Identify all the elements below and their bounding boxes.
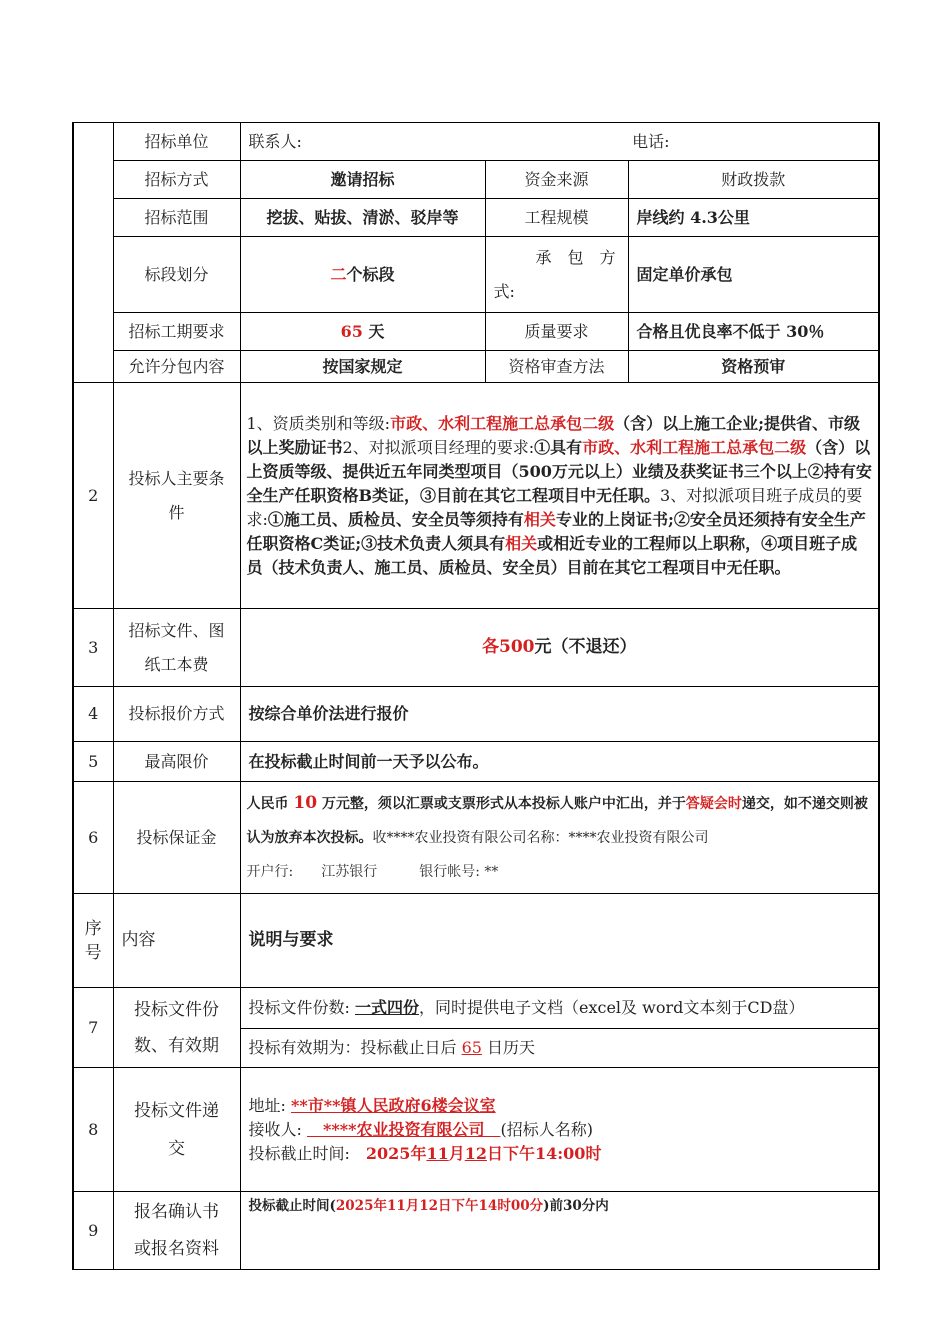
document-fee-label-line1: 招标文件、图 [128, 620, 225, 640]
value-quality: 合格且优良率不低于 30％ [628, 313, 879, 351]
validity-days: 65 [461, 1038, 482, 1057]
row-document-fee [73, 609, 879, 687]
header-seq: 序号 [73, 894, 113, 988]
label-tender-method: 招标方式 [113, 161, 240, 199]
bidder-conditions-run: 专业的上岗证书;②安全员还须持有安全生产任职资格C类证;③技术负责人须具有 [246, 509, 866, 553]
row-lot-division [73, 237, 879, 313]
row-tender-method [73, 161, 879, 199]
row-copies-validity [73, 988, 879, 1068]
registration-label-line1: 报名确认书 [134, 1201, 219, 1222]
label-lot-division: 标段划分 [113, 237, 240, 313]
row-quote-method [73, 687, 879, 742]
row-number: 5 [73, 742, 113, 782]
contract-method-line2: 式: [493, 281, 515, 301]
deadline-time: 日下午14:00时 [487, 1143, 602, 1163]
registration-prefix: 投标截止时间( [248, 1198, 336, 1214]
bidder-conditions-run: 市政、水利工程施工总承包二级 [582, 437, 807, 457]
value-document-fee [240, 609, 879, 687]
value-bid-bond [240, 782, 879, 894]
value-tender-period [240, 313, 485, 351]
value-contract-method: 固定单价承包 [628, 237, 879, 313]
label-max-price: 最高限价 [113, 742, 240, 782]
value-tender-method: 邀请招标 [240, 161, 485, 199]
fee-note: 元（不退还） [534, 636, 637, 657]
deadline-year: 2025年 [365, 1143, 427, 1163]
value-registration [240, 1192, 879, 1270]
label-fund-source: 资金来源 [485, 161, 628, 199]
label-subcontract: 允许分包内容 [113, 351, 240, 383]
value-submission [240, 1068, 879, 1192]
row-tender-unit [73, 123, 879, 161]
period-unit: 天 [368, 321, 385, 341]
bidder-conditions-run: （含）以上施工企业;提供省、市级以上奖励证书 [246, 413, 861, 457]
value-lot-division [240, 237, 485, 313]
contact-label: 联系人: [248, 131, 302, 151]
value-quote-method: 按综合单价法进行报价 [240, 687, 879, 742]
row-number: 3 [73, 609, 113, 687]
bid-bond-run: 递交，如不递交则被认为放弃本次投标。 [246, 796, 868, 846]
label-tender-unit: 招标单位 [113, 123, 240, 161]
address-label: 地址: [248, 1095, 291, 1115]
value-bidder-conditions [240, 383, 879, 609]
bidder-conditions-run: 市政、水利工程施工总承包二级 [390, 413, 615, 433]
copies-label-line2: 数、有效期 [134, 1035, 219, 1056]
row-tender-scope [73, 199, 879, 237]
registration-label-line2: 或报名资料 [134, 1238, 219, 1259]
receiver-value: ****农业投资有限公司 [306, 1119, 501, 1139]
fee-amount: 各500 [482, 636, 535, 657]
bidder-conditions-run: 2、对拟派项目经理的要求: [342, 437, 535, 457]
bid-bond-run: 人民币 [246, 796, 294, 812]
bidder-conditions-run: 相关 [505, 533, 538, 553]
label-bidder-conditions: 投标人主要条件 [113, 383, 240, 609]
bid-bond-run: 答疑会时 [685, 796, 742, 812]
document-fee-label-line2: 纸工本费 [144, 654, 209, 674]
row-table-header [73, 894, 879, 988]
value-project-scale: 岸线约 4.3公里 [628, 199, 879, 237]
label-qualification-review: 资格审查方法 [485, 351, 628, 383]
label-tender-period: 招标工期要求 [113, 313, 240, 351]
row-number: 9 [73, 1192, 113, 1270]
value-tender-scope: 挖拔、贴拔、清淤、驳岸等 [240, 199, 485, 237]
bidder-conditions-text [247, 414, 872, 577]
validity-suffix: 日历天 [481, 1038, 536, 1057]
row-submission [73, 1068, 879, 1192]
label-project-scale: 工程规模 [485, 199, 628, 237]
row-bidder-conditions [73, 383, 879, 609]
row-number: 6 [73, 782, 113, 894]
value-max-price: 在投标截止时间前一天予以公布。 [240, 742, 879, 782]
row-number: 2 [73, 383, 113, 609]
deadline-day: 12 [464, 1143, 487, 1163]
row-max-price [73, 742, 879, 782]
lot-count: 二 [330, 264, 347, 284]
row-number: 7 [73, 988, 113, 1068]
row-subcontract [73, 351, 879, 383]
address-line [249, 1094, 871, 1118]
label-bid-bond: 投标保证金 [113, 782, 240, 894]
bid-bond-run: 万元整，须以汇票或支票形式从本投标人账户中汇出，并于 [317, 796, 686, 812]
row-number: 8 [73, 1068, 113, 1192]
bid-bond-run: 10 [293, 793, 318, 813]
label-contract-method [485, 237, 628, 313]
tender-info-table [72, 122, 880, 1270]
contact-cell [240, 123, 879, 161]
receiver-line [249, 1118, 871, 1142]
label-copies-validity [113, 988, 240, 1068]
period-days: 65 [340, 321, 363, 341]
label-quality: 质量要求 [485, 313, 628, 351]
value-qualification-review: 资格预审 [628, 351, 879, 383]
value-fund-source: 财政拨款 [628, 161, 879, 199]
registration-suffix: )前30分内 [543, 1198, 609, 1214]
deadline-month-unit: 月 [448, 1143, 465, 1163]
deadline-label: 投标截止时间: [248, 1143, 366, 1163]
receiver-label: 接收人: [248, 1119, 307, 1139]
receiver-note: (招标人名称) [500, 1119, 593, 1139]
label-quote-method: 投标报价方式 [113, 687, 240, 742]
copies-label-line1: 投标文件份 [134, 999, 219, 1020]
bid-bond-text [246, 793, 868, 846]
bidder-conditions-run: 1、资质类别和等级: [246, 413, 391, 433]
bidder-conditions-run: ①施工员、质检员、安全员等须持有 [267, 509, 524, 529]
lot-unit: 个标段 [346, 264, 395, 284]
copies-line [249, 988, 871, 1028]
phone-label: 电话: [632, 131, 670, 151]
value-subcontract: 按国家规定 [240, 351, 485, 383]
submission-label-line2: 交 [168, 1138, 185, 1159]
row-registration [73, 1192, 879, 1270]
row-tender-period [73, 313, 879, 351]
registration-deadline: 2025年11月12日下午14时00分 [335, 1198, 544, 1214]
bidder-conditions-run: 或相近专业的工程师以上职称，④项目班子成员（技术负责人、施工员、质检员、安全员）目前在其它工程项目中无任职。 [246, 533, 858, 577]
deadline-line [249, 1142, 871, 1166]
bidder-conditions-run: （含）以上资质等级、提供近五年同类型项目（500万元以上）业绩及获奖证书三个以上②持有安全生产任职资格B类证，③目前在其它工程项目中无任职。 [246, 437, 872, 505]
validity-prefix: 投标有效期为：投标截止日后 [248, 1038, 462, 1057]
bidder-conditions-run: ①具有 [534, 437, 583, 457]
bank-info: 开户行: 江苏银行 银行帐号: ** [246, 864, 499, 880]
row-bid-bond [73, 782, 879, 894]
header-content: 内容 [113, 894, 240, 988]
validity-line [241, 1028, 879, 1067]
label-document-fee [113, 609, 240, 687]
submission-label-line1: 投标文件递 [134, 1100, 219, 1121]
bid-bond-run: 收****农业投资有限公司名称：****农业投资有限公司 [372, 830, 709, 846]
copies-prefix: 投标文件份数: [248, 998, 355, 1017]
deadline-month: 11 [426, 1143, 449, 1163]
label-tender-scope: 招标范围 [113, 199, 240, 237]
label-submission [113, 1068, 240, 1192]
label-registration [113, 1192, 240, 1270]
header-description: 说明与要求 [240, 894, 879, 988]
row-number: 4 [73, 687, 113, 742]
contract-method-line1: 承 包 方 [535, 247, 616, 267]
value-copies-validity [240, 988, 879, 1068]
bidder-conditions-run: 相关 [523, 509, 556, 529]
bidder-conditions-run: 3、对拟派项目班子成员的要求: [246, 485, 863, 529]
copies-value: 一式四份 [354, 998, 419, 1017]
address-value: **市**镇人民政府6楼会议室 [290, 1095, 496, 1115]
copies-suffix: ，同时提供电子文档（excel及 word文本刻于CD盘） [419, 998, 805, 1017]
row-number-cell [73, 123, 113, 383]
